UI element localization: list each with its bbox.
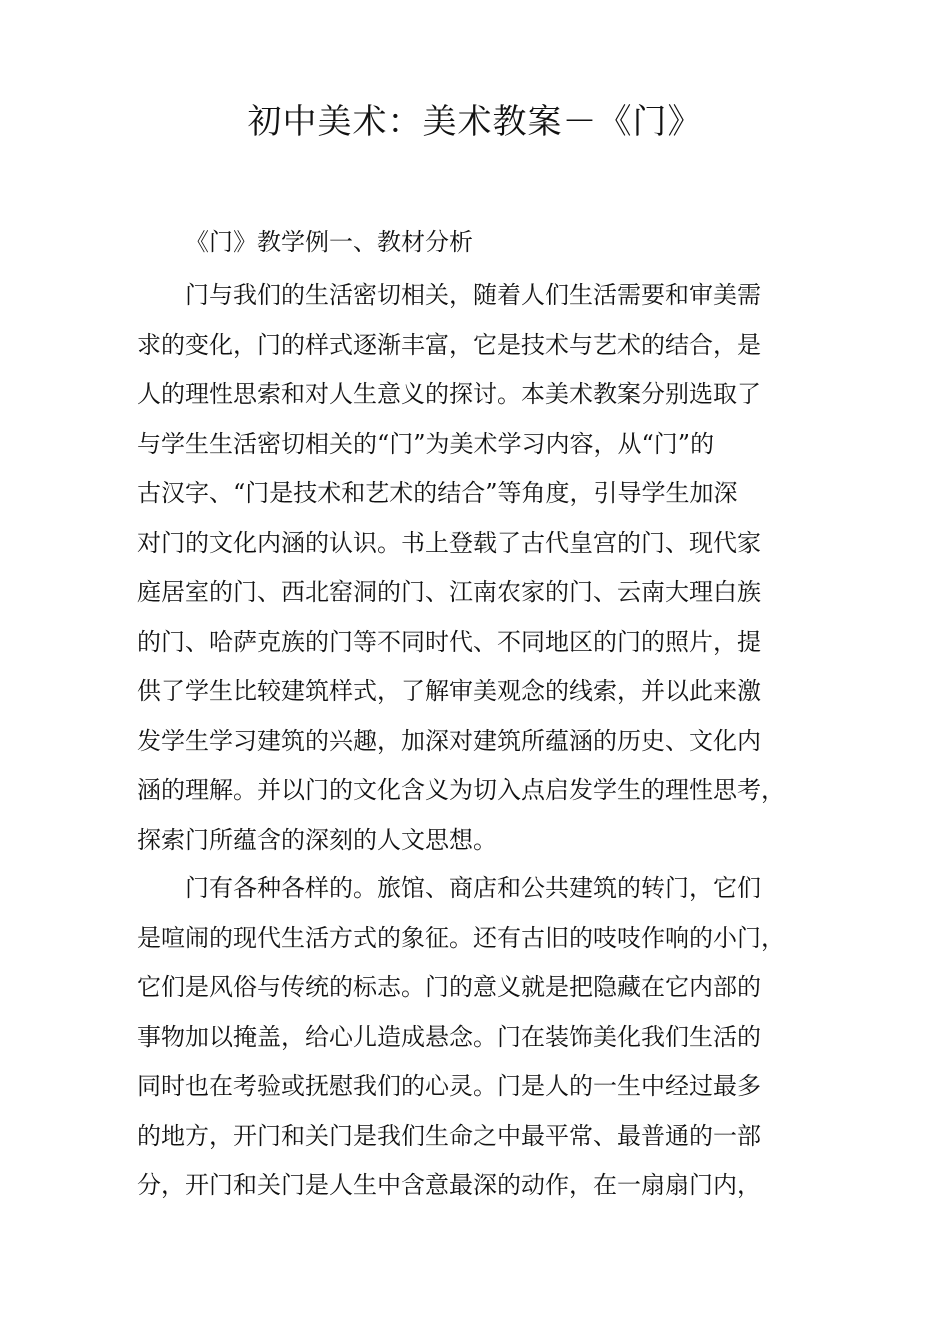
paragraph-line: 与学生生活密切相关的“门”为美术学习内容，从“门”的 (137, 429, 715, 458)
paragraph-line: 涵的理解。并以门的文化含义为切入点启发学生的理性思考， (137, 776, 785, 804)
paragraph-line: 探索门所蕴含的深刻的人文思想。 (137, 825, 497, 854)
paragraph-2 (137, 864, 809, 1211)
paragraph-line: 门有各种各样的。旅馆、商店和公共建筑的转门，它们 (185, 874, 761, 902)
paragraph-line: 它们是风俗与传统的标志。门的意义就是把隐藏在它内部的 (137, 973, 761, 1001)
paragraph-line: 的地方，开门和关门是我们生命之中最平常、最普通的一部 (137, 1121, 761, 1150)
section-heading: 《门》教学例一、教材分析 (185, 228, 473, 256)
paragraph-line: 发学生学习建筑的兴趣，加深对建筑所蕴涵的历史、文化内 (137, 726, 761, 755)
paragraph-line: 求的变化，门的样式逐渐丰富，它是技术与艺术的结合，是 (137, 330, 761, 359)
paragraph-line: 供了学生比较建筑样式，了解审美观念的线索，并以此来激 (137, 677, 761, 705)
paragraph-line: 是喧闹的现代生活方式的象征。还有古旧的吱吱作响的小门， (137, 923, 785, 952)
paragraph-1 (137, 271, 809, 865)
paragraph-line: 分，开门和关门是人生中含意最深的动作，在一扇扇门内， (137, 1171, 761, 1199)
document-title: 初中美术：美术教案－《门》 (247, 102, 703, 142)
paragraph-line: 的门、哈萨克族的门等不同时代、不同地区的门的照片，提 (137, 627, 761, 656)
paragraph-line: 事物加以掩盖，给心儿造成悬念。门在装饰美化我们生活的 (137, 1022, 761, 1051)
paragraph-line: 庭居室的门、西北窑洞的门、江南农家的门、云南大理白族 (137, 578, 761, 606)
paragraph-line: 人的理性思索和对人生意义的探讨。本美术教案分别选取了 (137, 380, 761, 408)
paragraph-line: 门与我们的生活密切相关，随着人们生活需要和审美需 (185, 281, 761, 309)
paragraph-line: 古汉字、“门是技术和艺术的结合”等角度，引导学生加深 (137, 479, 738, 507)
paragraph-line: 同时也在考验或抚慰我们的心灵。门是人的一生中经过最多 (137, 1072, 761, 1100)
paragraph-line: 对门的文化内涵的认识。书上登载了古代皇宫的门、现代家 (137, 528, 761, 557)
